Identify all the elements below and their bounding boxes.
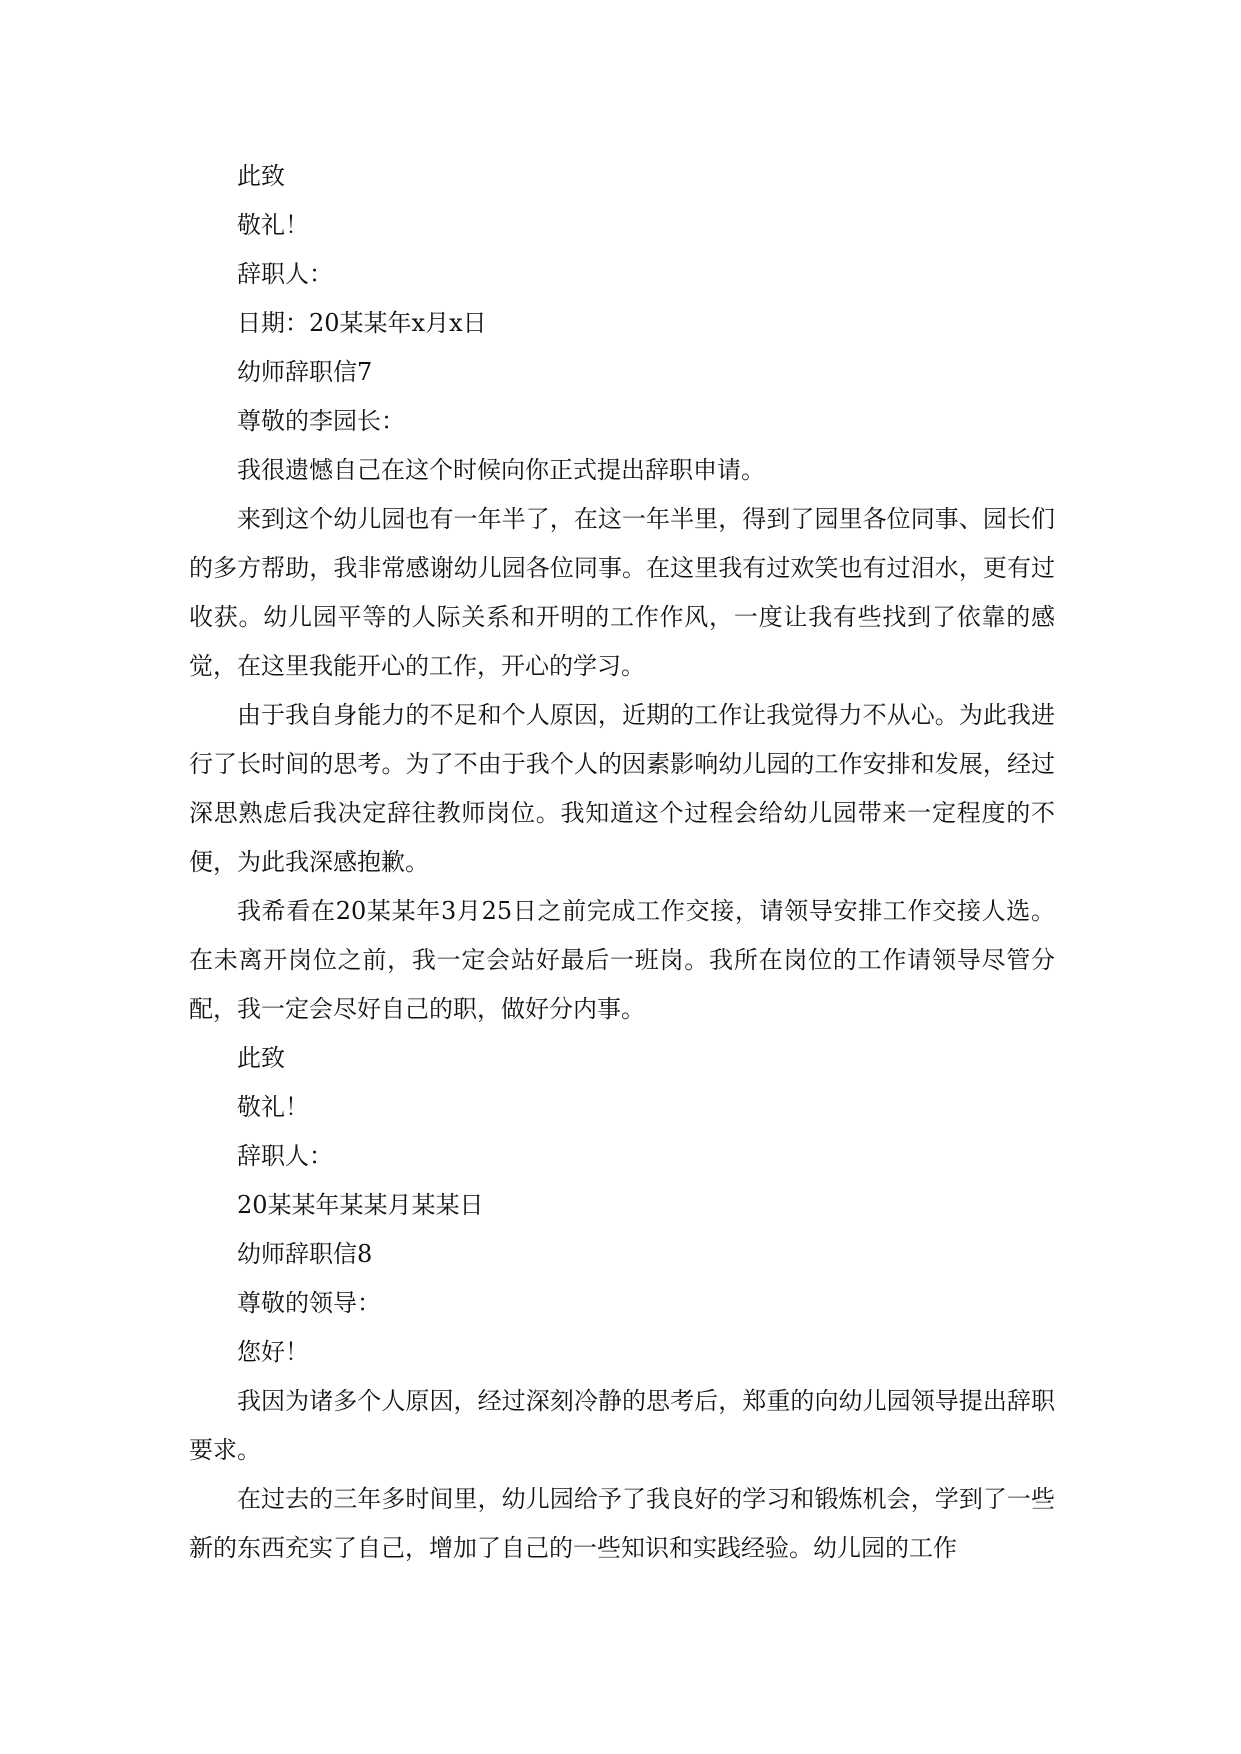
closing-salutation: 此致	[237, 1044, 285, 1072]
document-body	[189, 152, 1055, 1573]
signature-line: 辞职人：	[237, 260, 333, 288]
letter-heading: 幼师辞职信8	[237, 1240, 373, 1268]
body-paragraph: 我希看在20某某年3月25日之前完成工作交接，请领导安排工作交接人选。在未离开岗位之前，我一定会站好最后一班岗。我所在岗位的工作请领导尽管分配，我一定会尽好自己的职，做好分内事。	[189, 897, 1055, 1023]
closing-respect: 敬礼！	[237, 1093, 309, 1121]
closing-salutation: 此致	[237, 162, 285, 190]
greeting-hello: 您好！	[237, 1338, 309, 1366]
date-line: 20某某年某某月某某日	[237, 1191, 484, 1219]
greeting: 尊敬的领导：	[237, 1289, 381, 1317]
date-line: 日期：20某某年x月x日	[237, 309, 487, 337]
greeting: 尊敬的李园长：	[237, 407, 405, 435]
closing-respect: 敬礼！	[237, 211, 309, 239]
body-paragraph: 我因为诸多个人原因，经过深刻冷静的思考后，郑重的向幼儿园领导提出辞职要求。	[189, 1387, 1055, 1464]
signature-line: 辞职人：	[237, 1142, 333, 1170]
body-paragraph: 由于我自身能力的不足和个人原因，近期的工作让我觉得力不从心。为此我进行了长时间的思考。为了不由于我个人的因素影响幼儿园的工作安排和发展，经过深思熟虑后我决定辞往教师岗位。我知道这个过程会给幼儿园带来一定程度的不便，为此我深感抱歉。	[189, 701, 1055, 876]
body-paragraph: 来到这个幼儿园也有一年半了，在这一年半里，得到了园里各位同事、园长们的多方帮助，我非常感谢幼儿园各位同事。在这里我有过欢笑也有过泪水，更有过收获。幼儿园平等的人际关系和开明的工作作风，一度让我有些找到了依靠的感觉，在这里我能开心的工作，开心的学习。	[189, 505, 1055, 680]
body-paragraph: 在过去的三年多时间里，幼儿园给予了我良好的学习和锻炼机会，学到了一些新的东西充实了自己，增加了自己的一些知识和实践经验。幼儿园的工作	[189, 1485, 1055, 1562]
letter-heading: 幼师辞职信7	[237, 358, 373, 386]
body-paragraph: 我很遗憾自己在这个时候向你正式提出辞职申请。	[237, 456, 765, 484]
